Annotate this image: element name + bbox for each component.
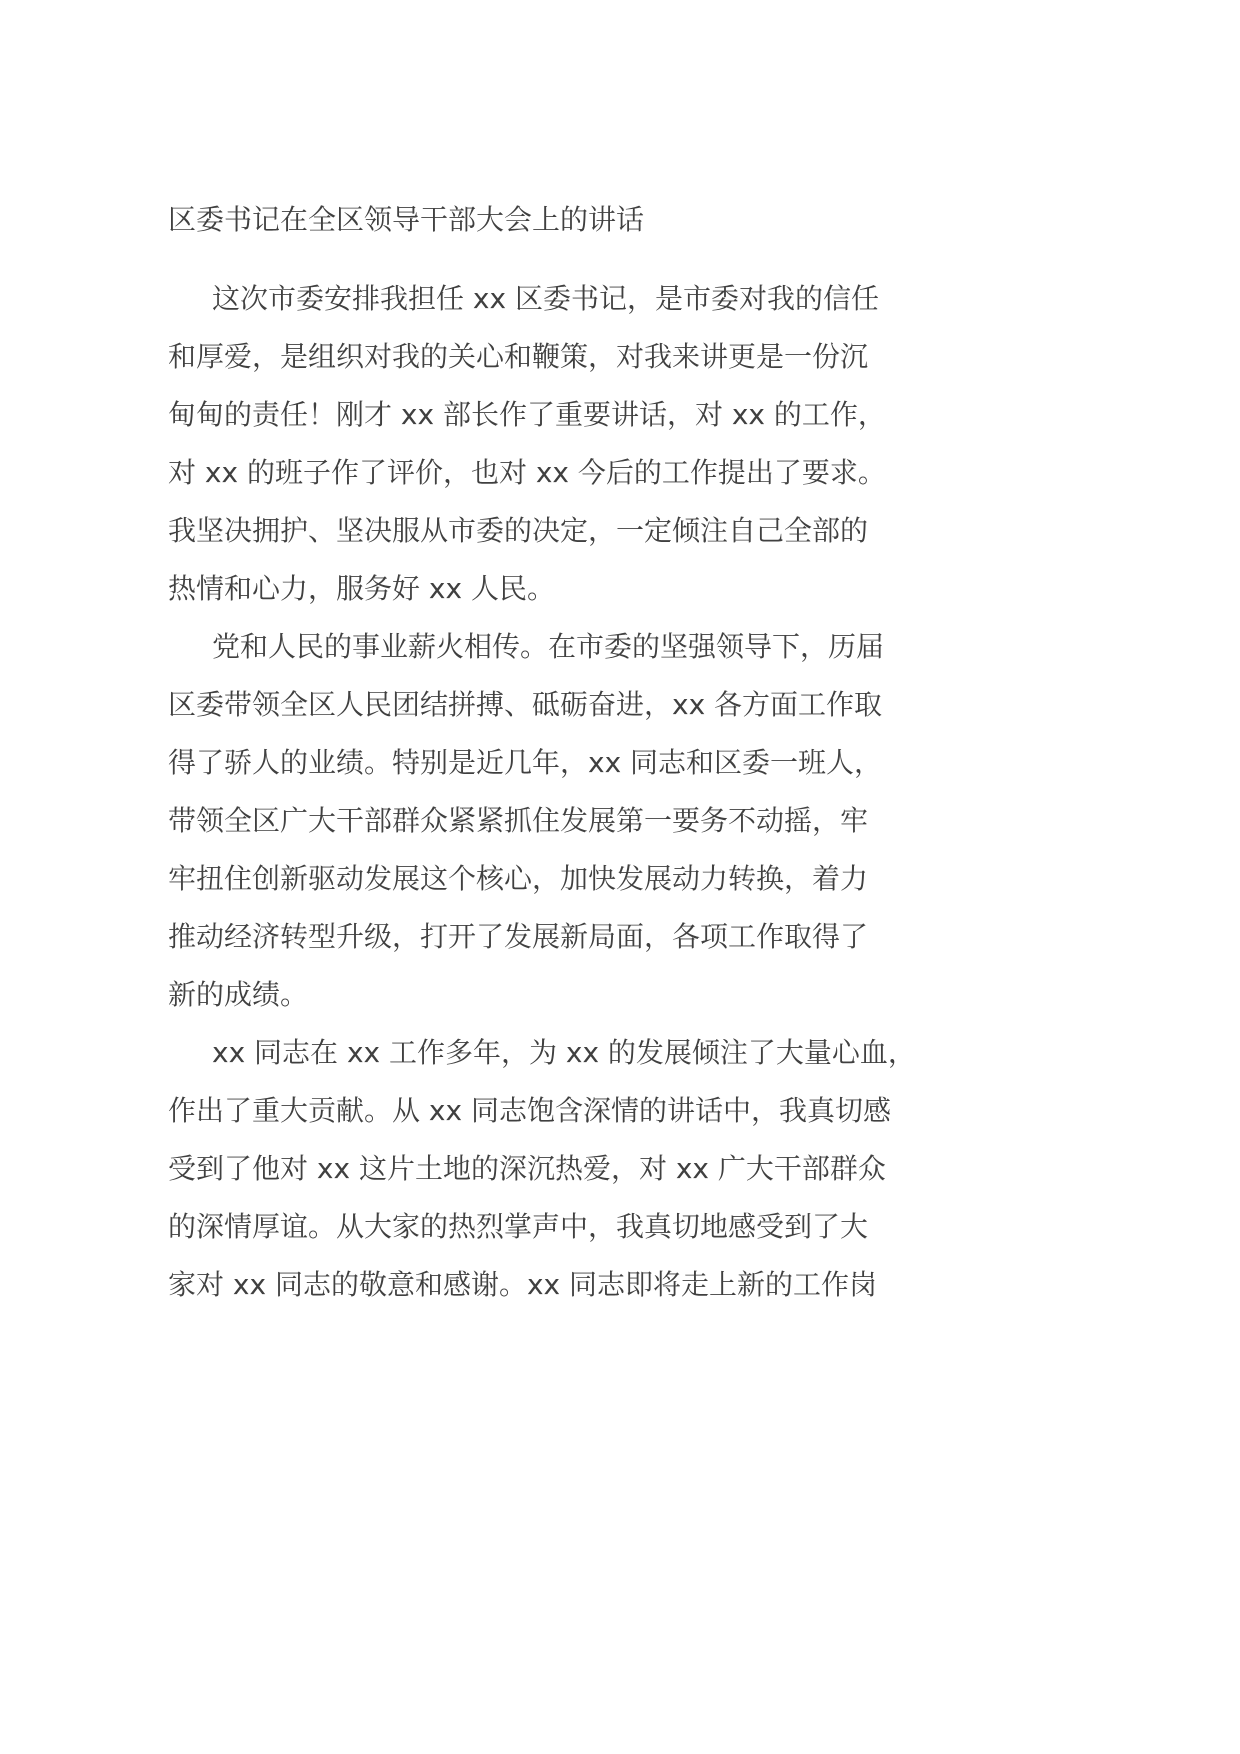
paragraph-line: 受到了他对 xx 这片土地的深沉热爱，对 xx 广大干部群众: [168, 1152, 886, 1185]
paragraph-line: 得了骄人的业绩。特别是近几年，xx 同志和区委一班人，: [168, 746, 883, 779]
paragraph-line: 的深情厚谊。从大家的热烈掌声中，我真切地感受到了大: [168, 1210, 869, 1243]
document-page: [168, 196, 944, 1314]
paragraph-3: [168, 1024, 944, 1314]
paragraph-line: 推动经济转型升级，打开了发展新局面，各项工作取得了: [168, 920, 869, 953]
paragraph-line: 热情和心力，服务好 xx 人民。: [168, 572, 555, 605]
paragraph-line: 对 xx 的班子作了评价，也对 xx 今后的工作提出了要求。: [168, 456, 886, 489]
paragraph-1: [168, 270, 944, 618]
paragraph-line: 和厚爱，是组织对我的关心和鞭策，对我来讲更是一份沉: [168, 340, 869, 373]
paragraph-line: 我坚决拥护、坚决服从市委的决定，一定倾注自己全部的: [168, 514, 869, 547]
paragraph-2: [168, 618, 944, 1024]
document-title: 区委书记在全区领导干部大会上的讲话: [168, 203, 645, 236]
paragraph-line: 党和人民的事业薪火相传。在市委的坚强领导下，历届: [212, 630, 885, 663]
paragraph-line: 带领全区广大干部群众紧紧抓住发展第一要务不动摇，牢: [168, 804, 869, 837]
paragraph-line: 作出了重大贡献。从 xx 同志饱含深情的讲话中，我真切感: [168, 1094, 891, 1127]
paragraph-line: 家对 xx 同志的敬意和感谢。xx 同志即将走上新的工作岗: [168, 1268, 877, 1301]
paragraph-line: 牢扭住创新驱动发展这个核心，加快发展动力转换，着力: [168, 862, 869, 895]
paragraph-line: 这次市委安排我担任 xx 区委书记，是市委对我的信任: [212, 282, 879, 315]
paragraph-line: 新的成绩。: [168, 978, 309, 1011]
paragraph-line: 甸甸的责任！刚才 xx 部长作了重要讲话，对 xx 的工作，: [168, 398, 886, 431]
paragraph-line: xx 同志在 xx 工作多年，为 xx 的发展倾注了大量心血，: [212, 1036, 916, 1069]
paragraph-line: 区委带领全区人民团结拼搏、砥砺奋进，xx 各方面工作取: [168, 688, 883, 721]
